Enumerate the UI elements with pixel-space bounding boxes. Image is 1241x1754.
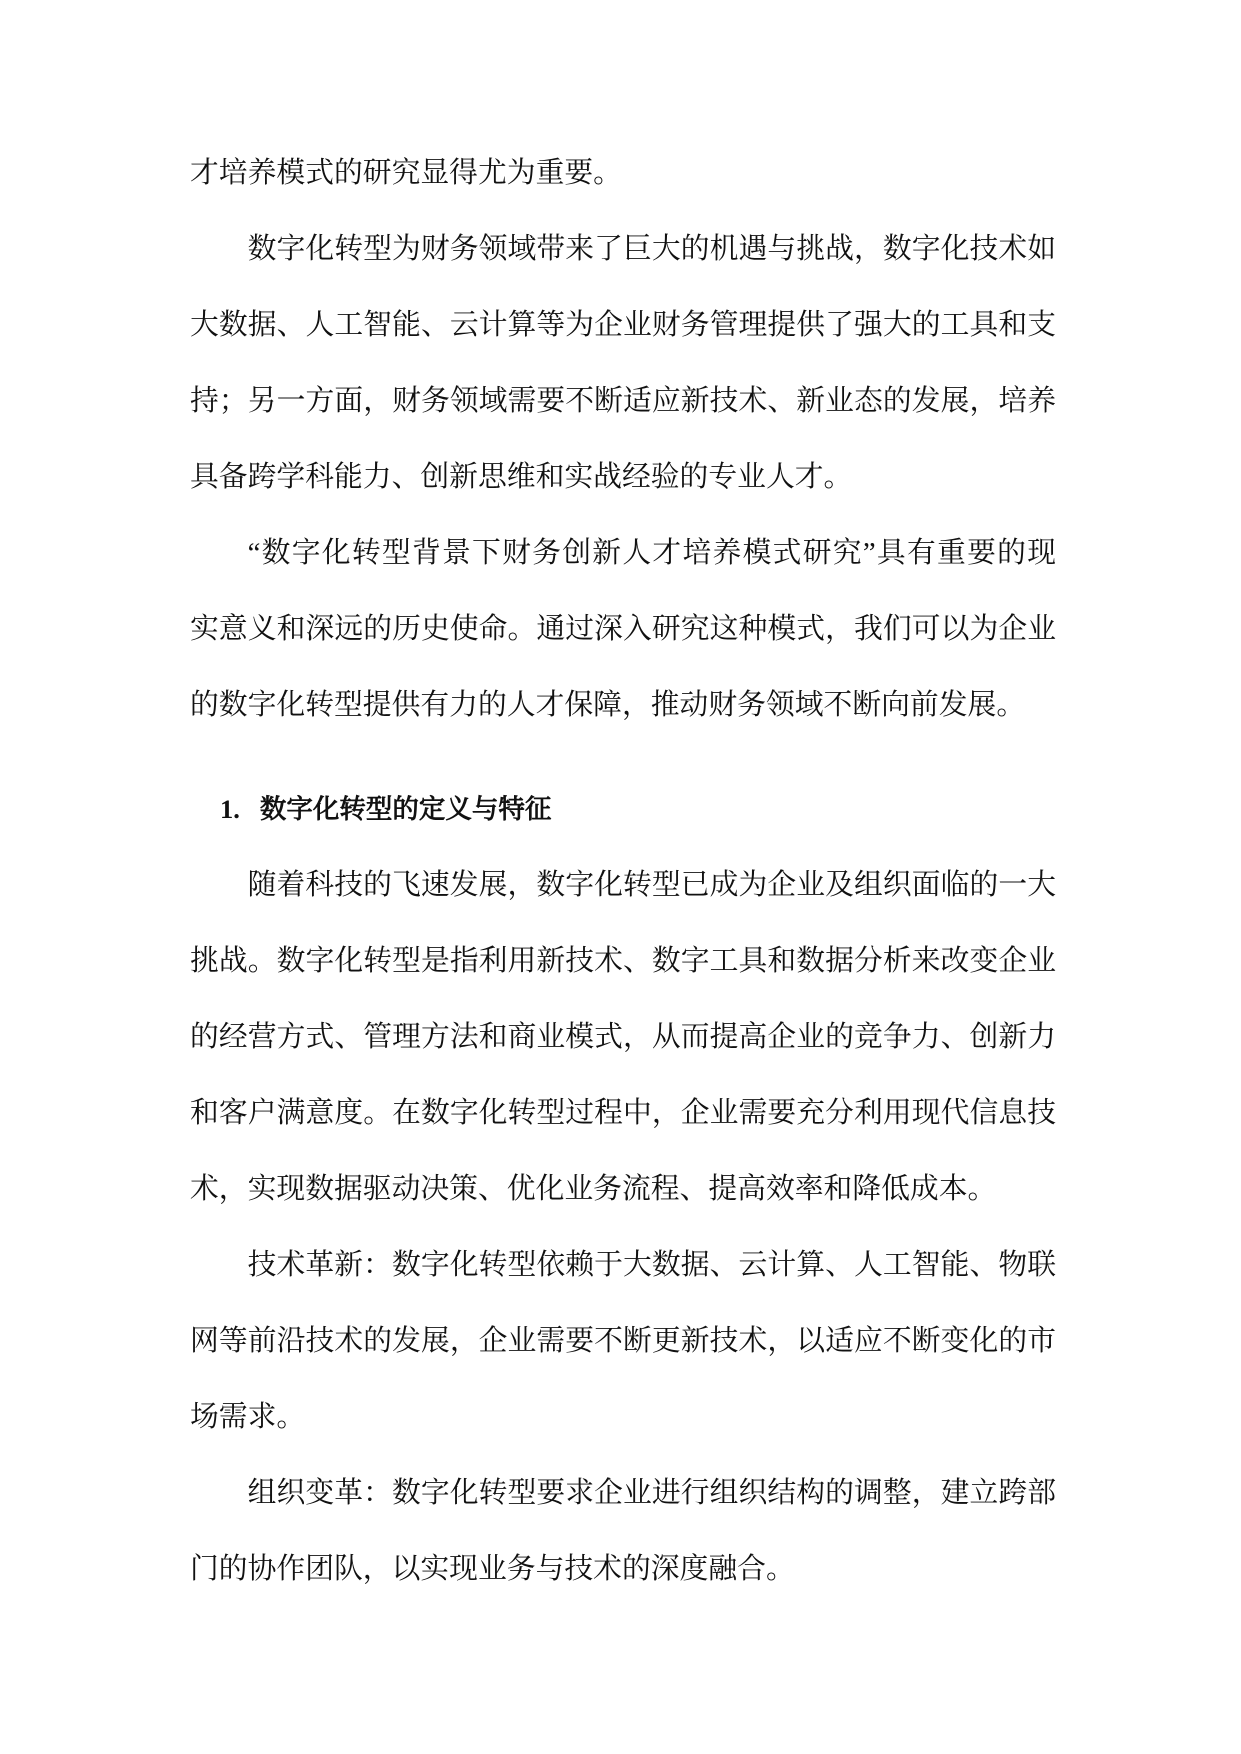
text-line: 的数字化转型提供有力的人才保障，推动财务领域不断向前发展。 <box>190 689 1026 721</box>
text-line: 和客户满意度。在数字化转型过程中，企业需要充分利用现代信息技 <box>190 1097 1056 1129</box>
text-line: 网等前沿技术的发展，企业需要不断更新技术，以适应不断变化的市 <box>190 1325 1056 1357</box>
section-title: 数字化转型的定义与特征 <box>259 794 552 824</box>
text-line: 具备跨学科能力、创新思维和实战经验的专业人才。 <box>190 461 853 493</box>
text-line: 的经营方式、管理方法和商业模式，从而提高企业的竞争力、创新力 <box>190 1021 1056 1053</box>
text-line: “数字化转型背景下财务创新人才培养模式研究”具有重要的现 <box>247 537 1056 569</box>
paragraph <box>190 1455 1056 1607</box>
text-line: 实意义和深远的历史使命。通过深入研究这种模式，我们可以为企业 <box>190 613 1056 645</box>
text-line: 场需求。 <box>190 1401 306 1433</box>
text-line: 技术革新：数字化转型依赖于大数据、云计算、人工智能、物联 <box>247 1249 1056 1281</box>
paragraph <box>190 847 1056 1227</box>
text-line: 挑战。数字化转型是指利用新技术、数字工具和数据分析来改变企业 <box>190 945 1056 977</box>
section-number: 1. <box>220 794 240 824</box>
text-line: 术，实现数据驱动决策、优化业务流程、提高效率和降低成本。 <box>190 1173 997 1205</box>
text-line: 随着科技的飞速发展，数字化转型已成为企业及组织面临的一大 <box>247 869 1056 901</box>
text-line: 组织变革：数字化转型要求企业进行组织结构的调整，建立跨部 <box>247 1477 1056 1509</box>
document-body <box>190 135 1056 1607</box>
paragraph <box>190 211 1056 515</box>
paragraph <box>190 515 1056 743</box>
text-line: 大数据、人工智能、云计算等为企业财务管理提供了强大的工具和支 <box>190 309 1056 341</box>
paragraph <box>190 135 1056 211</box>
text-line: 持；另一方面，财务领域需要不断适应新技术、新业态的发展，培养 <box>190 385 1056 417</box>
text-line: 数字化转型为财务领域带来了巨大的机遇与挑战，数字化技术如 <box>247 233 1056 265</box>
paragraph <box>190 1227 1056 1455</box>
text-line: 才培养模式的研究显得尤为重要。 <box>190 157 622 189</box>
section-heading <box>190 771 1056 847</box>
text-line: 门的协作团队，以实现业务与技术的深度融合。 <box>190 1553 795 1585</box>
